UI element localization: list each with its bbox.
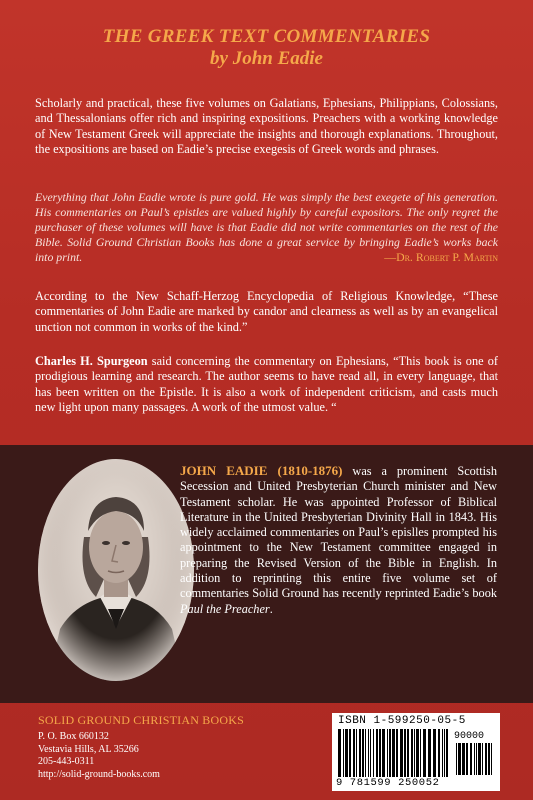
barcode-bar xyxy=(373,729,374,777)
barcode-bar xyxy=(474,743,475,775)
barcode-bar xyxy=(362,729,364,777)
barcode-bar xyxy=(420,729,421,777)
barcode-bar xyxy=(365,729,366,777)
barcode-bar xyxy=(400,729,403,777)
barcode-bar xyxy=(359,729,361,777)
barcode-bar xyxy=(389,729,391,777)
barcode-bar xyxy=(404,729,406,777)
barcode-bar xyxy=(370,729,371,777)
isbn-barcode xyxy=(332,713,500,791)
intro-paragraph: Scholarly and practical, these five volumes on Galatians, Ephesians, Philippians, Colossians, and Thessalonians offer rich and inspiring expositions. Preachers with a working knowledge of New Testament Greek will appreciate the insights and thorough explanations. Throughout, the expositions are based on Eadie’s precise exegesis of Greek words and phrases. xyxy=(35,96,498,156)
cover-title xyxy=(0,26,533,70)
barcode-bar xyxy=(368,729,369,777)
bio-book-title: Paul the Preacher xyxy=(180,601,270,616)
barcode-bar xyxy=(376,729,378,777)
address-line: Vestavia Hills, AL 35266 xyxy=(38,743,139,755)
barcode-bar xyxy=(423,729,426,777)
barcode-bar xyxy=(446,729,448,777)
address-line: http://solid-ground-books.com xyxy=(38,768,160,780)
barcode-bar xyxy=(407,729,409,777)
author-byline: by John Eadie xyxy=(210,48,323,69)
publisher-address xyxy=(38,731,160,781)
bio-name: JOHN EADIE (1810-1876) xyxy=(180,463,343,478)
barcode-bar xyxy=(387,729,388,777)
barcode-number: 9 781599 250052 xyxy=(336,777,440,789)
price-code: 90000 xyxy=(454,731,485,742)
barcode-bar xyxy=(379,729,381,777)
barcode-bar xyxy=(428,729,431,777)
author-portrait xyxy=(38,459,194,681)
barcode-bar xyxy=(414,729,415,777)
barcode-bar xyxy=(444,729,445,777)
barcode-bar xyxy=(491,743,492,775)
barcode-bar xyxy=(343,729,344,777)
barcode-bar xyxy=(462,743,465,775)
barcode-bar xyxy=(433,729,436,777)
quote-text: Everything that John Eadie wrote is pure gold. He was simply the best exegete of his generation. His commentaries on Paul’s epistles are valued highly by careful expositors. The only regret the purchaser of these volumes will have is that Eadie did not write commentaries on the rest of the Bible. Solid Ground Christian Books has done a great service by bringing Eadie’s works back into print. xyxy=(35,190,498,264)
barcode-bar xyxy=(356,729,357,777)
spurgeon-text: said concerning the commentary on Ephesians, “This book is one of prodigious learning and research. The author seems to have read all, in every language, that has been written on the Epistle. It is also a work of independent criticism, and casts much new light upon many passages. A work of the utmost value. “ xyxy=(35,354,498,414)
barcode-bar xyxy=(488,743,490,775)
barcode-bar xyxy=(476,743,477,775)
portrait-illustration xyxy=(38,459,194,681)
barcode-bar xyxy=(416,729,419,777)
spurgeon-name: Charles H. Spurgeon xyxy=(35,354,148,368)
barcode-bar xyxy=(438,729,440,777)
barcode-bar xyxy=(353,729,355,777)
isbn-text: ISBN 1-599250-05-5 xyxy=(338,715,466,727)
barcode-bar xyxy=(458,743,461,775)
spurgeon-paragraph xyxy=(35,354,498,415)
barcode-bar xyxy=(392,729,395,777)
bio-text-a: was a prominent Scottish Secession and United Presbyterian Church minister and New Testament scholar. He was appointed Professor of Biblical Literature in the United Presbyterian Divinity Hall in 1843. His widely acclaimed commentaries on Paul’s epislles prompted his appointment to the New Testament committee engaged in preparing the Revised Version of the Bible in English. In addition to reprinting this entire five volume set of commentaries Solid Ground has recently reprinted Eadie’s book xyxy=(180,464,497,601)
barcode-bar xyxy=(396,729,398,777)
address-line: 205-443-0311 xyxy=(38,756,95,768)
barcode-bar xyxy=(411,729,413,777)
barcode-bar xyxy=(470,743,472,775)
barcode-bar xyxy=(442,729,443,777)
schaff-herzog-paragraph: According to the New Schaff-Herzog Encyclopedia of Religious Knowledge, “These commentaries of John Eadie are marked by candor and clearness as well as by an evangelical unction not common in works of the kind.” xyxy=(35,289,498,334)
barcode-bar xyxy=(349,729,351,777)
barcode-bar xyxy=(338,729,341,777)
series-title: THE GREEK TEXT COMMENTARIES xyxy=(102,26,431,47)
barcode-bar xyxy=(456,743,457,775)
address-line: P. O. Box 660132 xyxy=(38,731,109,742)
barcode-bar xyxy=(382,729,385,777)
barcode-bar xyxy=(482,743,483,775)
addon-barcode-bars xyxy=(456,743,494,775)
barcode-bar xyxy=(478,743,481,775)
author-bio xyxy=(180,463,497,617)
barcode-bar xyxy=(466,743,468,775)
barcode-bar xyxy=(485,743,487,775)
publisher-name: SOLID GROUND CHRISTIAN BOOKS xyxy=(38,713,244,727)
martin-quote xyxy=(35,190,498,265)
bio-text-b: . xyxy=(269,601,273,616)
barcode-bars xyxy=(338,729,450,777)
quote-attribution: —Dr. Robert P. Martin xyxy=(384,250,498,264)
barcode-bar xyxy=(345,729,348,777)
